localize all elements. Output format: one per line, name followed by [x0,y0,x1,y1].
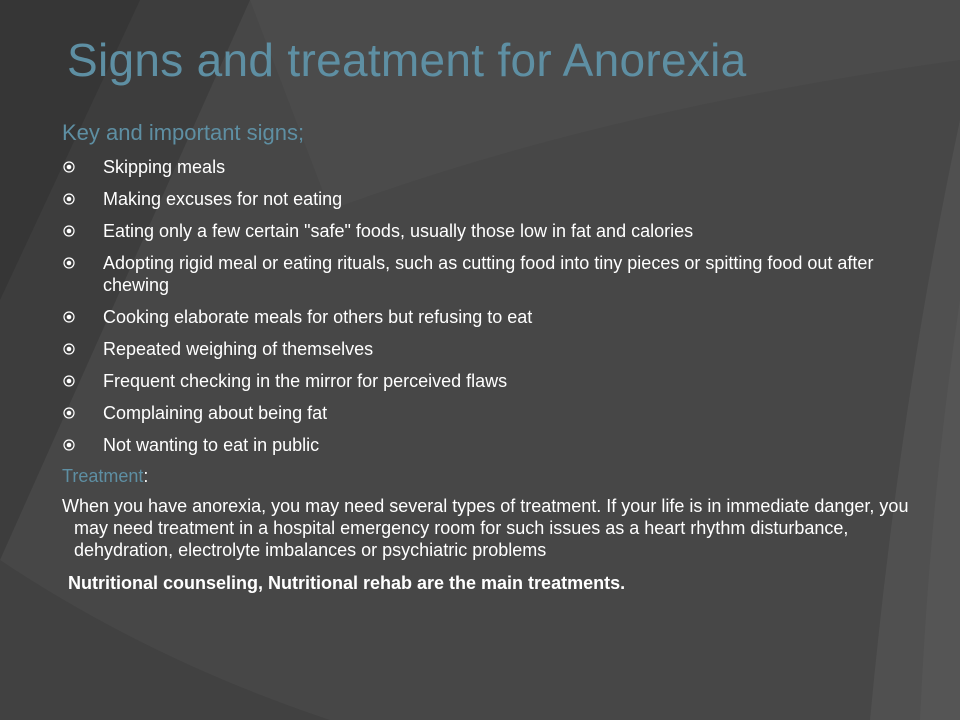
treatment-paragraph: When you have anorexia, you may need several types of treatment. If your life is in immediate danger, you may need treatment in a hospital emergency room for such issues as a heart rhythm disturbance, dehydration, electrolyte imbalances or psychiatric problems [62,496,909,560]
list-item [62,252,922,296]
circled-dot-icon [63,343,75,355]
list-item [62,434,922,456]
list-item [62,306,922,328]
list-item [62,156,922,178]
treatment-colon: : [143,466,149,486]
circled-dot-icon [63,193,75,205]
list-item [62,338,922,360]
sign-text: Frequent checking in the mirror for perceived flaws [103,371,508,391]
slide-title: Signs and treatment for Anorexia [67,34,747,86]
circled-dot-icon [63,257,75,269]
list-item [62,402,922,424]
signs-list [62,156,922,456]
circled-dot-icon [63,439,75,451]
slide-content [62,118,922,594]
circled-dot-icon [63,161,75,173]
circled-dot-icon [63,375,75,387]
list-item [62,188,922,210]
sign-text: Complaining about being fat [103,403,328,423]
treatment-heading [62,465,922,487]
sign-text: Skipping meals [103,157,226,177]
list-item [62,220,922,242]
closing-line: Nutritional counseling, Nutritional rehab are the main treatments. [68,573,626,593]
list-item [62,370,922,392]
circled-dot-icon [63,225,75,237]
circled-dot-icon [63,407,75,419]
signs-subheading: Key and important signs; [62,120,305,145]
sign-text: Adopting rigid meal or eating rituals, such as cutting food into tiny pieces or spitting food out after chewing [103,253,874,295]
sign-text: Making excuses for not eating [103,189,343,209]
sign-text: Not wanting to eat in public [103,435,320,455]
sign-text: Cooking elaborate meals for others but refusing to eat [103,307,533,327]
circled-dot-icon [63,311,75,323]
sign-text: Eating only a few certain "safe" foods, usually those low in fat and calories [103,221,694,241]
sign-text: Repeated weighing of themselves [103,339,374,359]
treatment-label: Treatment [62,466,144,486]
